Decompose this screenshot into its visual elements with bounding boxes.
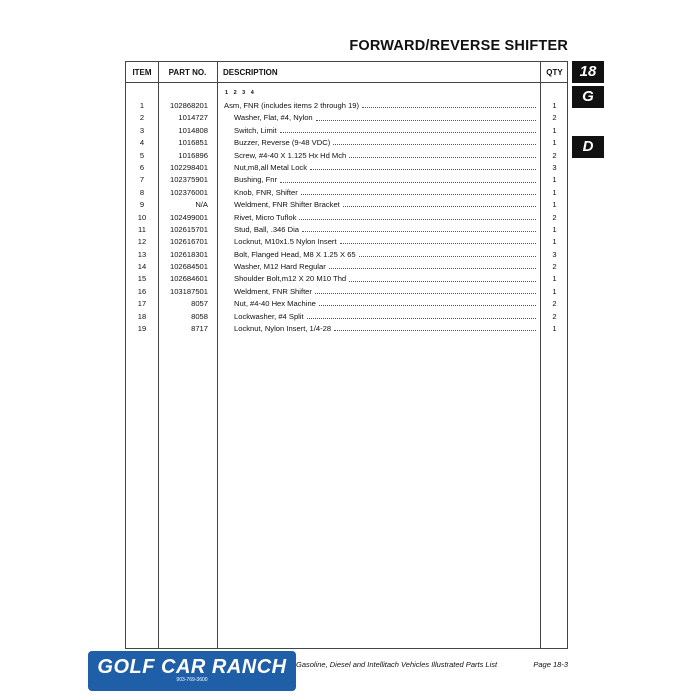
- description-text: Washer, M12 Hard Regular: [234, 262, 326, 272]
- description-text: Locknut, Nylon Insert, 1/4-28: [234, 324, 332, 334]
- part-description: [234, 311, 540, 323]
- quantity: 1: [552, 175, 557, 185]
- table-row: [126, 286, 567, 298]
- part-description: [234, 261, 540, 273]
- part-number: 1016851: [178, 138, 208, 148]
- part-description: [234, 199, 540, 211]
- level-indicator: 1 2 3 4: [225, 90, 256, 96]
- item-number: 1: [139, 101, 145, 110]
- leader-dots: [349, 281, 536, 282]
- item-number: 9: [139, 200, 145, 210]
- part-number: 102618301: [169, 249, 208, 259]
- quantity: 2: [552, 150, 557, 160]
- leader-dots: [307, 318, 536, 319]
- leader-dots: [301, 194, 536, 195]
- part-number: 103187501: [169, 286, 208, 296]
- description-text: Weldment, FNR Shifter Bracket: [234, 200, 340, 210]
- leader-dots: [359, 256, 536, 257]
- quantity: 3: [552, 162, 557, 172]
- description-text: Bolt, Flanged Head, M8 X 1.25 X 65: [234, 249, 356, 259]
- section-tab-d: D: [572, 136, 604, 158]
- header-item: ITEM: [132, 68, 152, 77]
- part-description: [234, 125, 540, 137]
- table-row: [126, 212, 567, 224]
- part-number: 102615701: [169, 224, 208, 234]
- part-number: 102375901: [169, 175, 208, 185]
- part-description: [234, 286, 540, 298]
- quantity: 1: [552, 187, 557, 197]
- item-number: 10: [137, 212, 147, 222]
- part-number: 102616701: [169, 237, 208, 247]
- part-description: [234, 212, 540, 224]
- table-row: [126, 125, 567, 137]
- description-text: Nut, #4-40 Hex Machine: [234, 299, 316, 309]
- footer-page-number: Page 18-3: [533, 660, 568, 669]
- quantity: 2: [552, 311, 557, 321]
- quantity: 1: [552, 286, 557, 296]
- part-number: 1016896: [178, 150, 208, 160]
- item-number: 11: [138, 224, 146, 234]
- leader-dots: [329, 268, 536, 269]
- item-number: 18: [137, 311, 147, 321]
- part-description: [234, 150, 540, 162]
- parts-table: [125, 61, 568, 649]
- footer: [296, 660, 568, 669]
- leader-dots: [310, 169, 536, 170]
- table-row: [126, 100, 567, 112]
- quantity: 1: [552, 200, 557, 210]
- part-number: 8057: [191, 299, 208, 309]
- item-number: 16: [137, 286, 147, 296]
- item-number: 17: [137, 299, 147, 309]
- table-row: [126, 112, 567, 124]
- logo-phone: 903-769-3600: [176, 677, 208, 683]
- description-text: Rivet, Micro Tuflok: [234, 212, 297, 222]
- part-description: [234, 187, 540, 199]
- header-qty: QTY: [546, 68, 563, 77]
- leader-dots: [315, 293, 536, 294]
- part-number: 102684501: [169, 262, 208, 272]
- quantity: 1: [552, 224, 557, 234]
- part-number: 102684601: [169, 274, 208, 284]
- table-body: [126, 100, 567, 335]
- part-number: 8058: [191, 311, 208, 321]
- description-text: Screw, #4-40 X 1.125 Hx Hd Mch: [234, 150, 347, 160]
- table-header: [126, 62, 567, 83]
- quantity: 2: [552, 262, 557, 272]
- table-row: [126, 311, 567, 323]
- leader-dots: [302, 231, 536, 232]
- leader-dots: [343, 206, 536, 207]
- item-number: 13: [137, 249, 147, 259]
- item-number: 3: [139, 125, 145, 135]
- item-number: 6: [139, 162, 145, 172]
- leader-dots: [280, 182, 536, 183]
- part-description: [234, 137, 540, 149]
- part-number: 102298401: [169, 162, 208, 172]
- part-number: 8717: [191, 324, 208, 334]
- description-text: Shoulder Bolt,m12 X 20 M10 Thd: [234, 274, 347, 284]
- quantity: 1: [552, 237, 557, 247]
- item-number: 7: [139, 175, 145, 185]
- table-row: [126, 323, 567, 335]
- quantity: 1: [552, 324, 557, 334]
- quantity: 1: [552, 274, 557, 284]
- description-text: Lockwasher, #4 Split: [234, 311, 304, 321]
- table-row: [126, 162, 567, 174]
- leader-dots: [340, 243, 536, 244]
- leader-dots: [349, 157, 536, 158]
- leader-dots: [362, 107, 536, 108]
- item-number: 12: [137, 237, 147, 247]
- header-description: DESCRIPTION: [223, 68, 278, 77]
- table-row: [126, 236, 567, 248]
- description-text: Weldment, FNR Shifter: [234, 286, 312, 296]
- part-description: [234, 249, 540, 261]
- part-description: [234, 273, 540, 285]
- item-number: 5: [139, 150, 145, 160]
- page-title: FORWARD/REVERSE SHIFTER: [349, 38, 568, 54]
- logo-text: GOLF CAR RANCH: [97, 656, 287, 678]
- quantity: 2: [552, 299, 557, 309]
- part-description: [224, 100, 540, 112]
- footer-book-title: Gasoline, Diesel and Intellitach Vehicles Illustrated Parts List: [296, 660, 498, 669]
- table-row: [126, 298, 567, 310]
- part-description: [234, 298, 540, 310]
- part-description: [234, 236, 540, 248]
- part-description: [234, 323, 540, 335]
- description-text: Stud, Ball, .346 Dia: [234, 224, 300, 234]
- part-description: [234, 224, 540, 236]
- leader-dots: [280, 132, 536, 133]
- item-number: 19: [137, 324, 147, 334]
- quantity: 2: [552, 113, 557, 123]
- part-number: 102868201: [169, 101, 208, 110]
- table-row: [126, 224, 567, 236]
- part-number: 1014727: [178, 113, 208, 123]
- section-tab-18: 18: [572, 61, 604, 83]
- item-number: 15: [137, 274, 147, 284]
- part-number: 102499001: [169, 212, 208, 222]
- quantity: 1: [552, 101, 557, 110]
- item-number: 4: [139, 138, 145, 148]
- leader-dots: [316, 120, 536, 121]
- part-description: [234, 174, 540, 186]
- part-description: [234, 112, 540, 124]
- item-number: 2: [139, 113, 145, 123]
- table-row: [126, 187, 567, 199]
- description-text: Locknut, M10x1.5 Nylon Insert: [234, 237, 337, 247]
- table-row: [126, 174, 567, 186]
- description-text: Switch, Limit: [234, 125, 277, 135]
- table-row: [126, 273, 567, 285]
- quantity: 1: [552, 138, 557, 148]
- description-text: Washer, Flat, #4, Nylon: [234, 113, 313, 123]
- item-number: 14: [137, 262, 147, 272]
- header-part-no: PART NO.: [168, 68, 207, 77]
- quantity: 3: [552, 249, 557, 259]
- leader-dots: [299, 219, 536, 220]
- description-text: Buzzer, Reverse (9-48 VDC): [234, 138, 331, 148]
- description-text: Knob, FNR, Shifter: [234, 187, 298, 197]
- part-number: N/A: [195, 200, 208, 210]
- table-row: [126, 199, 567, 211]
- table-row: [126, 261, 567, 273]
- part-number: 1014808: [178, 125, 208, 135]
- part-description: [234, 162, 540, 174]
- description-text: Asm, FNR (includes items 2 through 19): [224, 101, 360, 110]
- golf-car-ranch-logo: [88, 651, 296, 691]
- table-row: [126, 150, 567, 162]
- leader-dots: [333, 144, 536, 145]
- table-row: [126, 249, 567, 261]
- leader-dots: [319, 305, 536, 306]
- item-number: 8: [139, 187, 145, 197]
- part-number: 102376001: [169, 187, 208, 197]
- section-tab-g: G: [572, 86, 604, 108]
- leader-dots: [334, 330, 536, 331]
- description-text: Nut,m8,all Metal Lock: [234, 162, 308, 172]
- quantity: 2: [552, 212, 557, 222]
- quantity: 1: [552, 125, 557, 135]
- description-text: Bushing, Fnr: [234, 175, 278, 185]
- table-row: [126, 137, 567, 149]
